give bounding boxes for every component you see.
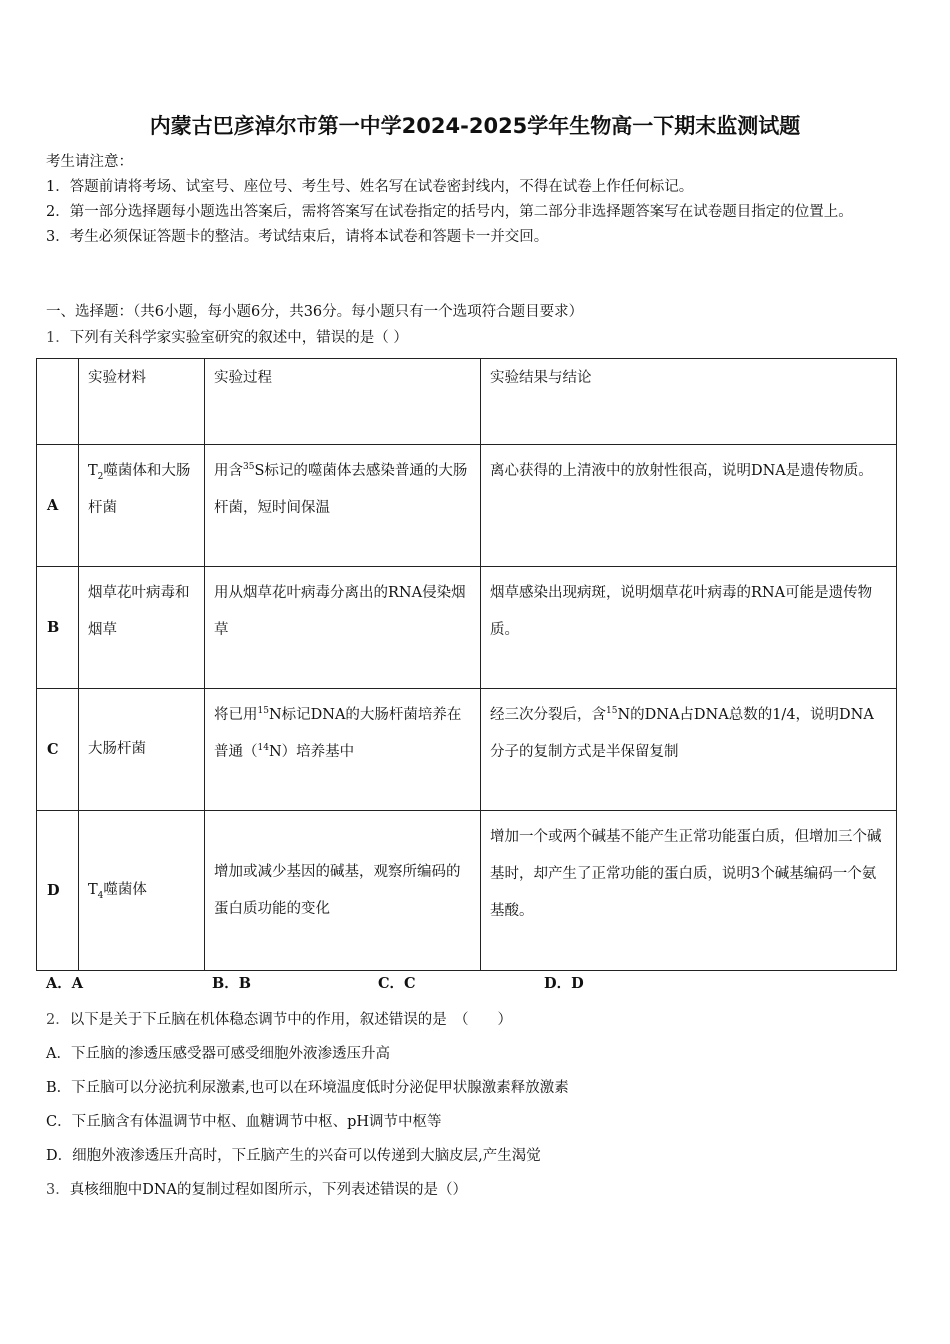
notice-item-1: 1．答题前请将考场、试室号、座位号、考生号、姓名写在试卷密封线内，不得在试卷上作任何标记。 bbox=[46, 179, 694, 195]
notice-block bbox=[46, 150, 906, 250]
header-process: 实验过程 bbox=[205, 359, 481, 445]
experiment-table bbox=[36, 358, 897, 971]
question-2 bbox=[46, 1008, 512, 1029]
choice-d[interactable]: D．D bbox=[544, 975, 584, 992]
header-blank bbox=[37, 359, 79, 445]
page-title: 内蒙古巴彦淖尔市第一中学2024-2025学年生物高一下期末监测试题 bbox=[149, 114, 801, 138]
question-3 bbox=[46, 1178, 467, 1199]
question-3-text: 真核细胞中DNA的复制过程如图所示，下列表述错误的是（） bbox=[69, 1182, 468, 1198]
question-3-number: 3． bbox=[46, 1182, 70, 1198]
table-row-d bbox=[37, 811, 897, 971]
question-1 bbox=[46, 326, 408, 347]
table-row-b bbox=[37, 567, 897, 689]
notice-heading: 考生请注意： bbox=[46, 154, 133, 170]
row-process: 用从烟草花叶病毒分离出的RNA侵染烟草 bbox=[205, 567, 481, 689]
table-header-row bbox=[37, 359, 897, 445]
section-heading: 一、选择题：（共6小题，每小题6分，共36分。每小题只有一个选项符合题目要求） bbox=[46, 304, 584, 320]
row-result: 烟草感染出现病斑，说明烟草花叶病毒的RNA可能是遗传物质。 bbox=[481, 567, 897, 689]
question-2-option-d[interactable]: D．细胞外液渗透压升高时，下丘脑产生的兴奋可以传递到大脑皮层,产生渴觉 bbox=[46, 1148, 541, 1164]
choice-b[interactable]: B．B bbox=[212, 975, 252, 992]
row-result: 经三次分裂后，含$^{15}$N的DNA占DNA总数的1/4，说明DNA分子的复制方式是半保留复制 bbox=[481, 689, 897, 811]
row-process: 将已用$^{15}$N标记DNA的大肠杆菌培养在普通（$^{14}$N）培养基中 bbox=[205, 689, 481, 811]
question-2-option-c[interactable]: C．下丘脑含有体温调节中枢、血糖调节中枢、pH调节中枢等 bbox=[46, 1114, 442, 1130]
header-result: 实验结果与结论 bbox=[481, 359, 897, 445]
question-2-text: 以下是关于下丘脑在机体稳态调节中的作用，叙述错误的是 （ ） bbox=[69, 1012, 512, 1028]
row-result: 离心获得的上清液中的放射性很高，说明DNA是遗传物质。 bbox=[481, 445, 897, 567]
row-label: C bbox=[37, 689, 79, 811]
choice-a[interactable]: A．A bbox=[46, 975, 84, 992]
notice-item-3: 3．考生必须保证答题卡的整洁。考试结束后，请将本试卷和答题卡一并交回。 bbox=[46, 229, 549, 245]
question-2-option-a[interactable]: A．下丘脑的渗透压感受器可感受细胞外液渗透压升高 bbox=[46, 1046, 390, 1062]
row-process: 用含$^{35}$S标记的噬菌体去感染普通的大肠杆菌，短时间保温 bbox=[205, 445, 481, 567]
row-process: 增加或减少基因的碱基，观察所编码的蛋白质功能的变化 bbox=[205, 811, 481, 971]
row-label: B bbox=[37, 567, 79, 689]
row-result: 增加一个或两个碱基不能产生正常功能蛋白质，但增加三个碱基时，却产生了正常功能的蛋白质，说明3个碱基编码一个氨基酸。 bbox=[481, 811, 897, 971]
row-material: $T_4$噬菌体 bbox=[79, 811, 205, 971]
table-row-a bbox=[37, 445, 897, 567]
question-1-choices bbox=[46, 972, 584, 993]
row-label: A bbox=[37, 445, 79, 567]
header-material: 实验材料 bbox=[79, 359, 205, 445]
row-material: 大肠杆菌 bbox=[79, 689, 205, 811]
notice-item-2: 2．第一部分选择题每小题选出答案后，需将答案写在试卷指定的括号内，第二部分非选择题答案写在试卷题目指定的位置上。 bbox=[46, 204, 853, 220]
question-2-option-b[interactable]: B．下丘脑可以分泌抗利尿激素,也可以在环境温度低时分泌促甲状腺激素释放激素 bbox=[46, 1080, 569, 1096]
row-material: 烟草花叶病毒和烟草 bbox=[79, 567, 205, 689]
row-label: D bbox=[37, 811, 79, 971]
row-material: $T_2$噬菌体和大肠杆菌 bbox=[79, 445, 205, 567]
choice-c[interactable]: C．C bbox=[378, 975, 416, 992]
question-1-text: 下列有关科学家实验室研究的叙述中，错误的是（ ） bbox=[69, 330, 408, 346]
question-2-number: 2． bbox=[46, 1012, 70, 1028]
table-row-c bbox=[37, 689, 897, 811]
question-1-number: 1． bbox=[46, 330, 70, 346]
